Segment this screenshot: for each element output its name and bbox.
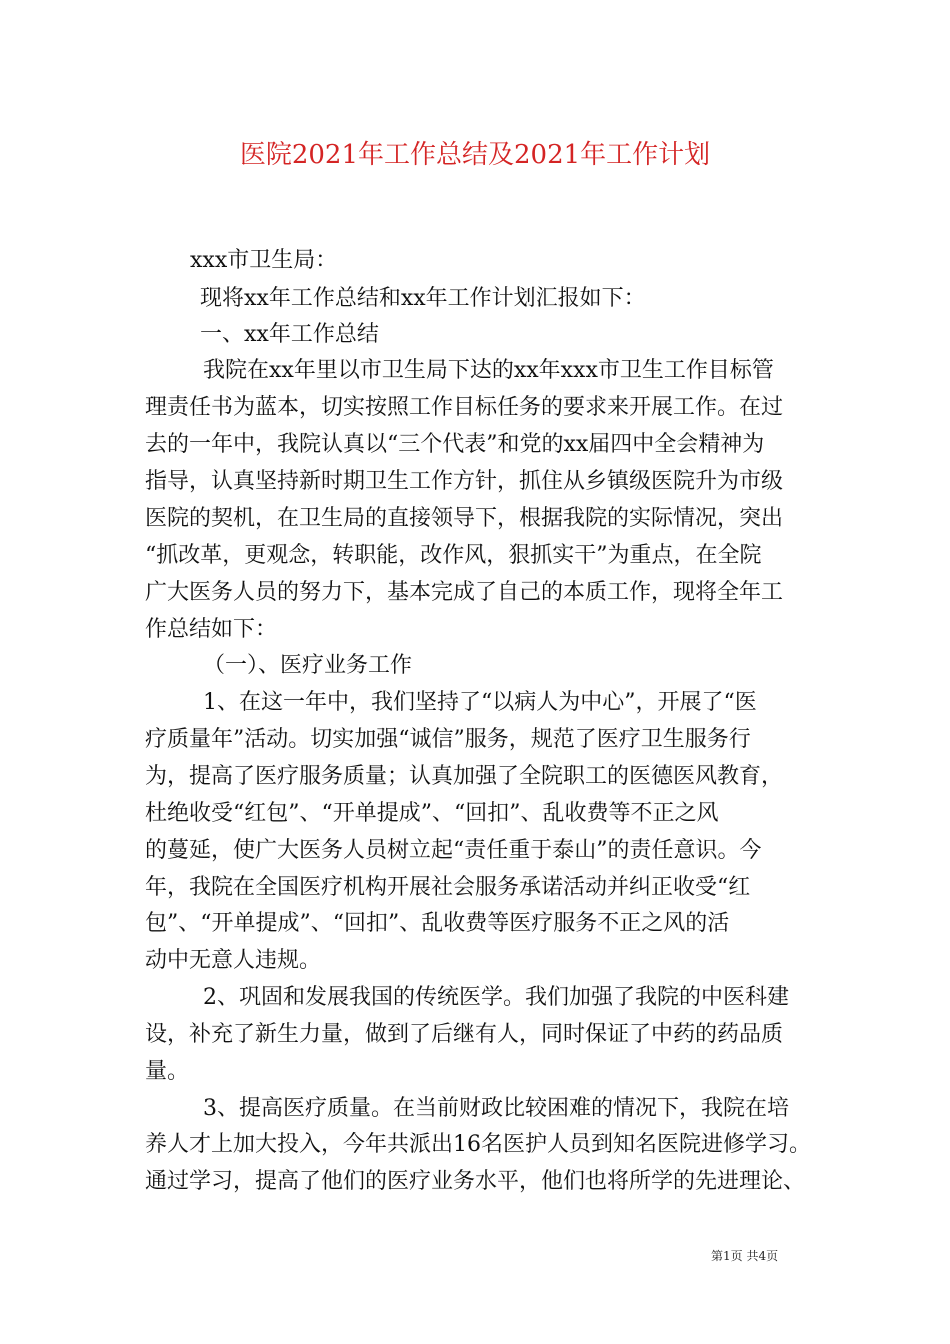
paragraph-line: 去的一年中，我院认真以“三个代表”和党的xx届四中全会精神为: [145, 432, 765, 457]
paragraph-line: 指导，认真坚持新时期卫生工作方针，抓住从乡镇级医院升为市级: [145, 469, 784, 494]
subsection-heading: （一）、医疗业务工作: [203, 653, 413, 678]
page-number-footer: 第1页 共4页: [711, 1249, 779, 1263]
document-title: 医院2021年工作总结及2021年工作计划: [239, 140, 711, 170]
paragraph-line: “抓改革，更观念，转职能，改作风，狠抓实干”为重点，在全院: [145, 543, 762, 568]
paragraph-line: 的蔓延，使广大医务人员树立起“责任重于泰山”的责任意识。今: [145, 838, 762, 863]
paragraph-line: 包”、“开单提成”、“回扣”、乱收费等医疗服务不正之风的活: [145, 911, 730, 936]
paragraph-line: 动中无意人违规。: [145, 948, 322, 973]
paragraph-line: 2、巩固和发展我国的传统医学。我们加强了我院的中医科建: [203, 985, 789, 1010]
paragraph-line: 医院的契机，在卫生局的直接领导下，根据我院的实际情况，突出: [145, 506, 784, 531]
section-heading: 一、xx年工作总结: [200, 322, 379, 347]
paragraph-line: 现将xx年工作总结和xx年工作计划汇报如下：: [200, 286, 646, 311]
paragraph-line: 通过学习，提高了他们的医疗业务水平，他们也将所学的先进理论、: [145, 1169, 806, 1194]
paragraph-line: 杜绝收受“红包”、“开单提成”、“回扣”、乱收费等不正之风: [145, 801, 719, 826]
paragraph-line: 3、提高医疗质量。在当前财政比较困难的情况下，我院在培: [203, 1096, 789, 1121]
paragraph-line: 广大医务人员的努力下，基本完成了自己的本质工作，现将全年工: [145, 580, 784, 605]
salutation-line: xxx市卫生局：: [190, 248, 338, 273]
paragraph-line: 疗质量年”活动。切实加强“诚信”服务，规范了医疗卫生服务行: [145, 727, 751, 752]
paragraph-line: 量。: [145, 1059, 190, 1084]
paragraph-line: 养人才上加大投入，今年共派出16名医护人员到知名医院进修学习。: [145, 1132, 811, 1157]
paragraph-line: 1、在这一年中，我们坚持了“以病人为中心”，开展了“医: [203, 690, 757, 715]
paragraph-line: 年，我院在全国医疗机构开展社会服务承诺活动并纠正收受“红: [145, 875, 751, 900]
paragraph-line: 理责任书为蓝本，切实按照工作目标任务的要求来开展工作。在过: [145, 395, 784, 420]
paragraph-line: 设，补充了新生力量，做到了后继有人，同时保证了中药的药品质: [145, 1022, 784, 1047]
paragraph-line: 为，提高了医疗服务质量；认真加强了全院职工的医德医风教育，: [145, 764, 784, 789]
paragraph-line: 作总结如下：: [145, 617, 278, 642]
paragraph-line: 我院在xx年里以市卫生局下达的xx年xxx市卫生工作目标管: [203, 358, 774, 383]
